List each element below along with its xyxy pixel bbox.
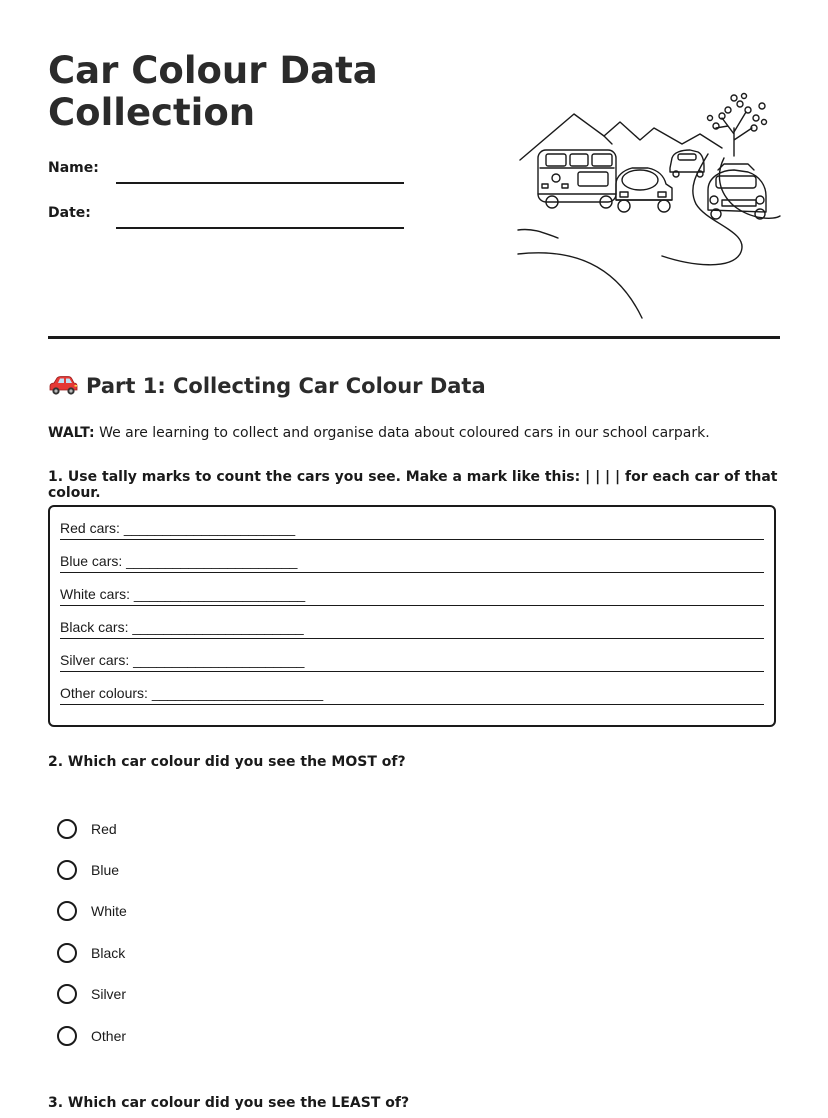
radio-button[interactable] [57, 901, 77, 921]
tally-row-red[interactable] [60, 507, 764, 540]
tally-label: Silver cars: [60, 652, 130, 668]
option-white[interactable] [57, 898, 257, 924]
radio-button[interactable] [57, 860, 77, 880]
part1-heading [48, 374, 486, 398]
option-blue[interactable] [57, 857, 257, 883]
part1-heading-text: Part 1: Collecting Car Colour Data [86, 374, 486, 398]
walt-statement [48, 425, 710, 441]
name-label: Name: [48, 160, 99, 176]
option-red[interactable] [57, 816, 257, 842]
tally-label: Blue cars: [60, 553, 123, 569]
option-other[interactable] [57, 1023, 257, 1049]
option-label: Black [91, 945, 126, 961]
tally-label: White cars: [60, 586, 131, 602]
tally-label: Red cars: [60, 520, 120, 536]
option-label: Other [91, 1028, 127, 1044]
option-label: Blue [91, 862, 120, 878]
red-car-icon [48, 375, 78, 397]
page-title: Car Colour Data Collection [48, 49, 378, 134]
tally-row-blue[interactable] [60, 540, 764, 573]
tally-row-silver[interactable] [60, 639, 764, 672]
tally-row-black[interactable] [60, 606, 764, 639]
tally-box [48, 505, 776, 727]
tally-blank[interactable]: ______________________ [132, 619, 304, 635]
tally-blank[interactable]: ______________________ [151, 685, 324, 701]
tally-blank[interactable]: ______________________ [133, 652, 305, 668]
option-black[interactable] [57, 940, 257, 966]
radio-button[interactable] [57, 984, 77, 1004]
radio-button[interactable] [57, 943, 77, 963]
radio-button[interactable] [57, 1026, 77, 1046]
tally-row-white[interactable] [60, 573, 764, 606]
question-1: 1. Use tally marks to count the cars you see. Make a mark like this: | | | | for each car of that colour. [48, 469, 778, 501]
option-label: Red [91, 821, 117, 837]
question-3: 3. Which car colour did you see the LEAST of? [48, 1095, 410, 1111]
tally-blank[interactable]: ______________________ [123, 520, 296, 536]
option-label: Silver [91, 986, 127, 1002]
date-field[interactable] [48, 205, 408, 231]
name-line[interactable] [116, 182, 404, 184]
question-2: 2. Which car colour did you see the MOST of? [48, 754, 406, 770]
tally-blank[interactable]: ______________________ [133, 586, 306, 602]
radio-button[interactable] [57, 819, 77, 839]
walt-label: WALT: [48, 425, 95, 441]
option-label: White [91, 903, 127, 919]
cars-on-road-illustration [512, 88, 782, 324]
tally-row-other[interactable] [60, 672, 764, 705]
name-field[interactable] [48, 160, 408, 186]
option-silver[interactable] [57, 981, 257, 1007]
tally-label: Other colours: [60, 685, 148, 701]
date-line[interactable] [116, 227, 404, 229]
tally-label: Black cars: [60, 619, 129, 635]
tally-blank[interactable]: ______________________ [126, 553, 298, 569]
header-divider [48, 336, 780, 339]
walt-text: We are learning to collect and organise data about coloured cars in our school carpark. [94, 425, 710, 441]
date-label: Date: [48, 205, 91, 221]
